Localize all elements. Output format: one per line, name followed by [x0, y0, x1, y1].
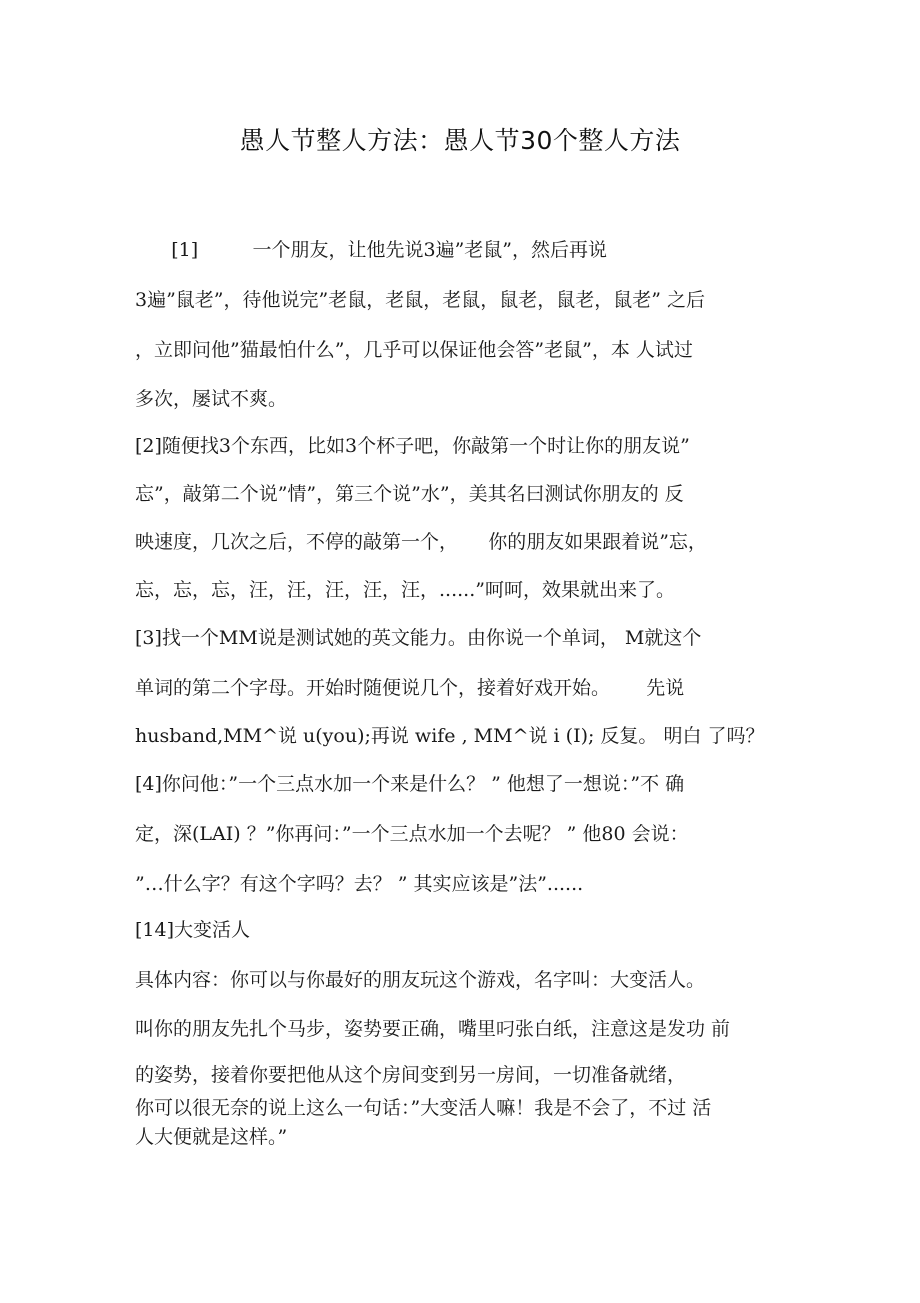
text-line: 定，深(LAI) ？”你再问：”一个三点水加一个去呢？ ” 他80 会说： — [135, 823, 689, 845]
text-line: [1] 一个朋友，让他先说3遍”老鼠”，然后再说 — [135, 239, 608, 261]
text-line: 多次，屡试不爽。 — [135, 388, 288, 410]
text-line: ”…什么字？有这个字吗？去？ ” 其实应该是”法”...... — [135, 873, 584, 895]
text-line: 忘，忘，忘，汪，汪，汪，汪，汪，......”呵呵，效果就出来了。 — [135, 579, 675, 601]
text-line: husband,MM^说 u(you);再说 wife , MM^说 i (I); 反复。 明白 了吗？ — [135, 725, 765, 747]
text-line: 映速度，几次之后，不停的敲第一个， 你的朋友如果跟着说”忘， — [135, 531, 707, 553]
text-line: [3]找一个MM说是测试她的英文能力。由你说一个单词， M就这个 — [135, 627, 702, 649]
text-line: 忘”，敲第二个说”情”，第三个说”水”，美其名曰测试你朋友的 反 — [135, 483, 684, 505]
text-line: ，立即问他”猫最怕什么”，几乎可以保证他会答”老鼠”，本 人试过 — [135, 339, 693, 361]
text-line: 叫你的朋友先扎个马步，姿势要正确，嘴里叼张白纸，注意这是发功 前 — [135, 1018, 731, 1040]
text-line: 单词的第二个字母。开始时随便说几个，接着好戏开始。 先说 — [135, 677, 685, 699]
text-line: 的姿势，接着你要把他从这个房间变到另一房间，一切准备就绪， — [135, 1064, 687, 1086]
text-line: [2]随便找3个东西，比如3个杯子吧，你敲第一个时让你的朋友说” — [135, 435, 690, 457]
text-line: 3遍”鼠老”，待他说完”老鼠，老鼠，老鼠，鼠老，鼠老，鼠老” 之后 — [135, 289, 705, 311]
text-line: 具体内容：你可以与你最好的朋友玩这个游戏，名字叫：大变活人。 — [135, 969, 706, 991]
text-line: [14]大变活人 — [135, 919, 251, 941]
document-title: 愚人节整人方法：愚人节30个整人方法 — [239, 126, 681, 155]
text-line: 人大便就是这样。” — [135, 1126, 288, 1148]
text-line: [4]你问他：”一个三点水加一个来是什么？ ” 他想了一想说：”不 确 — [135, 773, 685, 795]
text-line: 你可以很无奈的说上这么一句话：”大变活人嘛！我是不会了，不过 活 — [135, 1097, 712, 1119]
